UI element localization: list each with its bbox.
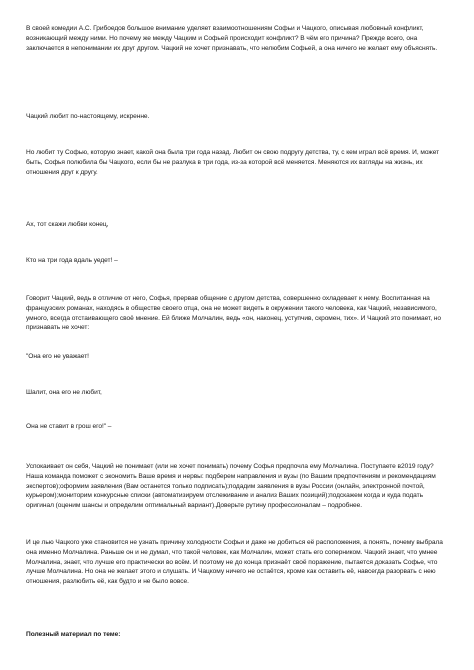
quote-line-3: "Она его не уважает! — [26, 353, 89, 360]
paragraph-chatsky-says: Говорит Чацкий, ведь в отличие от него, Софья, прервав общение с другом детства, совершенно охладевает к нему. Воспитанная на французских романах, находясь в обществе своего отца, она не может видеть в окружении такого человека, как Чацкий, независимого, умного, всегда отстаивающего своё мнение. Ей ближе Молчалин, ведь «он, наконец, уступчив, скромен, тих». И Чацкий это понимает, но признавать не хочет: — [26, 295, 441, 332]
paragraph-sofia: Но любит ту Софью, которую знает, какой она была три года назад. Любит он свою подругу детства, ту, с кем играл всё время. И, может быть, Софья полюбила бы Чацкого, если бы не разлука в три года, из-за которой всё меняется. Меняются их взгляды на жизнь, их отношения друг к другу. — [26, 149, 440, 176]
quote-line-5: Она не ставит в грош его!" – — [26, 423, 112, 430]
paragraph-promo: Успокаивает он себя, Чацкий не понимает (или не хочет понимать) почему Софья предпочла ему Молчалина. Поступаете в2019 году? Наша команда поможет с экономить Ваше время и нервы: подберем направления и вузы (по Вашим предпочтениям и рекомендациям экспертов);оформим заявления (Вам останется только подписать);подадим заявления в вузы России (онлайн, электронной почтой, курьером);мониторим конкурсные списки (автоматизируем отслеживание и анализ Ваших позиций);подскажем когда и куда подать оригинал (оценим шансы и определим оптимальный вариант).Доверьте рутину профессионалам – подробнее. — [26, 463, 436, 510]
useful-material-heading: Полезный материал по теме: — [26, 631, 121, 638]
quote-line-1: Ах, тот скажи любви конец, — [26, 221, 109, 228]
quote-line-2: Кто на три года вдаль уедет! – — [26, 257, 118, 264]
paragraph-intro: В своей комедии А.С. Грибоедов большое внимание уделяет взаимоотношениям Софьи и Чацкого, описывая любовный конфликт, возникающий между ними. Но почему же между Чацким и Софьей происходит конфликт? В чём его причина? Прежде всего, она заключается в непонимании их друг другом. Чацкий не хочет признавать, что нелюбим Софьей, а она ничего не желает ему объяснять. — [26, 25, 438, 52]
quote-line-4: Шалит, она его не любит, — [26, 389, 102, 396]
paragraph-conclusion: И це лью Чацкого уже становится не узнать причину холодности Софьи и даже не добиться её расположения, а понять, почему выбрала она именно Молчалина. Раньше он и не думал, что такой человек, как Молчалин, может стать его соперником. Чацкий знает, что умнее Молчалина, знает, что лучше его практически во всём. И поэтому не до конца признаёт своё поражение, пытается доказать Софье, что лучше Молчалина. Но она не желает этого и слушать. И Чацкому ничего не остаётся, кроме как оставить её, навсегда разорвать с нею отношения, разлюбить её, как будто и не было вовсе. — [26, 539, 443, 586]
paragraph-love: Чацкий любит по-настоящему, искренне. — [26, 113, 150, 120]
